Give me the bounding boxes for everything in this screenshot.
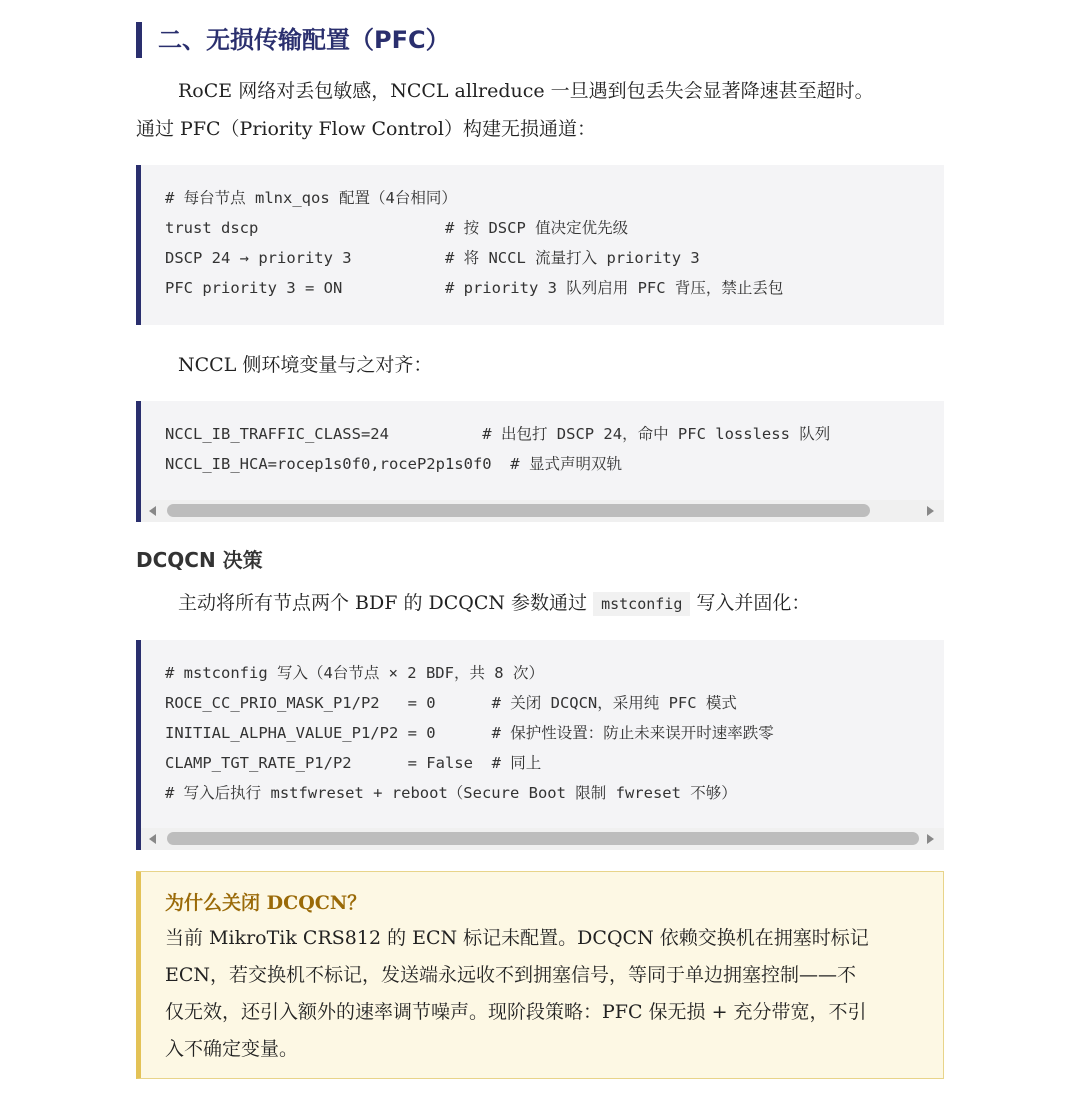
intro-line-1: RoCE 网络对丢包敏感，NCCL allreduce 一旦遇到包丢失会显著降速甚至超时。 [178, 80, 874, 102]
scrollbar-thumb[interactable] [167, 504, 870, 517]
note-line: 仅无效，还引入额外的速率调节噪声。现阶段策略：PFC 保无损 + 充分带宽，不引 [165, 1001, 867, 1023]
note-title: 为什么关闭 DCQCN？ [165, 892, 367, 914]
inline-code-mstconfig: mstconfig [593, 592, 690, 616]
note-line: 当前 MikroTik CRS812 的 ECN 标记未配置。DCQCN 依赖交换机在拥塞时标记 [165, 927, 869, 949]
nccl-env-intro: NCCL 侧环境变量与之对齐： [178, 354, 433, 376]
code-text-nccl-env: NCCL_IB_TRAFFIC_CLASS=24 # 出包打 DSCP 24，命中 PFC lossless 队列 NCCL_IB_HCA=rocep1s0f0,roceP2p1s0f0 # 显式声明双轨 [165, 425, 831, 473]
scrollbar-thumb[interactable] [167, 832, 919, 845]
horizontal-scrollbar[interactable] [141, 828, 944, 850]
dcqcn-heading: DCQCN 决策 [136, 548, 263, 572]
code-block-nccl-env [136, 401, 944, 522]
dcqcn-paragraph [136, 584, 946, 623]
nccl-env-paragraph [136, 346, 946, 384]
section-title: 二、无损传输配置（PFC） [136, 22, 450, 58]
note-line: 入不确定变量。 [165, 1038, 299, 1060]
dcqcn-intro-line [136, 584, 946, 623]
code-text-mlnx-qos: # 每台节点 mlnx_qos 配置（4台相同） trust dscp # 按 DSCP 值决定优先级 DSCP 24 → priority 3 # 将 NCCL 流量打入 priority 3 PFC priority 3 = ON # priority 3 队列启用 PFC 背压，禁止丢包 [165, 189, 784, 297]
dcqcn-intro-after: 写入并固化： [690, 592, 811, 614]
intro-paragraph [136, 72, 946, 148]
scroll-left-icon[interactable] [149, 834, 156, 844]
intro-line-2: 通过 PFC（Priority Flow Control）构建无损通道： [136, 118, 596, 140]
scroll-right-icon[interactable] [927, 506, 934, 516]
code-block-mstconfig [136, 640, 944, 850]
horizontal-scrollbar[interactable] [141, 500, 944, 522]
scroll-right-icon[interactable] [927, 834, 934, 844]
scroll-left-icon[interactable] [149, 506, 156, 516]
code-block-mlnx-qos [136, 165, 944, 325]
note-box [136, 871, 944, 1079]
note-body [165, 920, 943, 1068]
dcqcn-intro-before: 主动将所有节点两个 BDF 的 DCQCN 参数通过 [178, 592, 594, 614]
code-text-mstconfig: # mstconfig 写入（4台节点 × 2 BDF，共 8 次） ROCE_CC_PRIO_MASK_P1/P2 = 0 # 关闭 DCQCN，采用纯 PFC 模式 INITIAL_ALPHA_VALUE_P1/P2 = 0 # 保护性设置：防止未来误开时速率跌零 CLAMP_TGT_RATE_P1/P2 = False # 同上 # 写入后执行 mstfwreset + reboot（Secure Boot 限制 fwreset 不够） [165, 664, 774, 802]
note-line: ECN，若交换机不标记，发送端永远收不到拥塞信号，等同于单边拥塞控制——不 [165, 964, 857, 986]
